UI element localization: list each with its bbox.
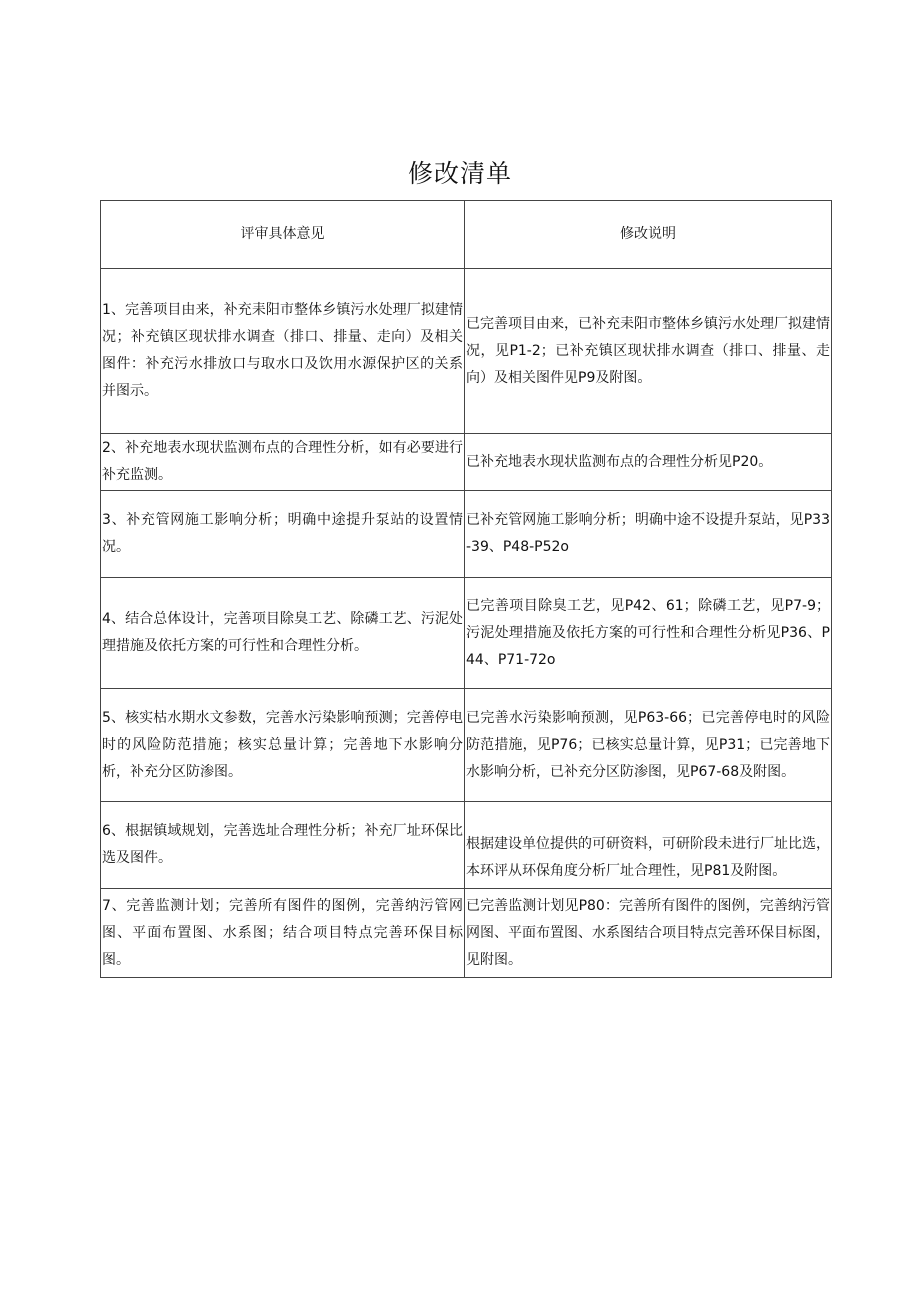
explanation-cell xyxy=(465,889,832,978)
table-row xyxy=(101,434,832,491)
table-row xyxy=(101,578,832,689)
opinion-cell xyxy=(101,578,465,689)
explanation-cell xyxy=(465,578,832,689)
table-row xyxy=(101,269,832,434)
opinion-cell xyxy=(101,689,465,802)
opinion-cell xyxy=(101,491,465,578)
opinion-text: 6、根据镇域规划，完善选址合理性分析；补充厂址环保比选及图件。 xyxy=(102,823,463,866)
explanation-text: 已完善水污染影响预测，见P63-66；已完善停电时的风险防范措施，见P76；已核实总量计算，见P31；已完善地下水影响分析，已补充分区防渗图，见P67-68及附图。 xyxy=(466,709,830,780)
explanation-text: 已完善项目除臭工艺，见P42、61；除磷工艺，见P7-9；污泥处理措施及依托方案的可行性和合理性分析见P36、P44、P71-72o xyxy=(466,597,830,668)
explanation-text: 根据建设单位提供的可研资料，可研阶段未进行厂址比选，本环评从环保角度分析厂址合理性，见P81及附图。 xyxy=(466,836,830,879)
explanation-cell xyxy=(465,434,832,491)
opinion-text: 2、补充地表水现状监测布点的合理性分析，如有必要进行补充监测。 xyxy=(102,440,463,483)
explanation-cell xyxy=(465,269,832,434)
table-row xyxy=(101,689,832,802)
header-explanation: 修改说明 xyxy=(465,201,832,269)
explanation-text: 已补充地表水现状监测布点的合理性分析见P20。 xyxy=(466,453,773,470)
opinion-cell xyxy=(101,434,465,491)
opinion-text: 4、结合总体设计，完善项目除臭工艺、除磷工艺、污泥处理措施及依托方案的可行性和合理性分析。 xyxy=(102,611,463,654)
opinion-cell xyxy=(101,269,465,434)
explanation-cell xyxy=(465,491,832,578)
opinion-text: 3、补充管网施工影响分析；明确中途提升泵站的设置情况。 xyxy=(102,512,463,555)
opinion-cell xyxy=(101,889,465,978)
table-row xyxy=(101,889,832,978)
table-row xyxy=(101,491,832,578)
revision-table xyxy=(100,200,832,978)
opinion-text: 5、核实枯水期水文参数，完善水污染影响预测；完善停电时的风险防范措施；核实总量计算；完善地下水影响分析，补充分区防渗图。 xyxy=(102,709,463,780)
opinion-text: 7、完善监测计划；完善所有图件的图例，完善纳污管网图、平面布置图、水系图；结合项目特点完善环保目标图。 xyxy=(102,897,463,968)
header-opinion: 评审具体意见 xyxy=(101,201,465,269)
explanation-text: 已完善监测计划见P80：完善所有图件的图例，完善纳污管网图、平面布置图、水系图结合项目特点完善环保目标图，见附图。 xyxy=(466,897,830,968)
explanation-text: 已完善项目由来，已补充耒阳市整体乡镇污水处理厂拟建情况，见P1-2；已补充镇区现状排水调查（排口、排量、走向）及相关图件见P9及附图。 xyxy=(466,315,830,386)
page-title: 修改清单 xyxy=(407,159,512,188)
explanation-text: 已补充管网施工影响分析；明确中途不设提升泵站，见P33-39、P48-P52o xyxy=(466,512,830,555)
table-header-row xyxy=(101,201,832,269)
opinion-cell xyxy=(101,802,465,889)
explanation-cell xyxy=(465,802,832,889)
opinion-text: 1、完善项目由来，补充耒阳市整体乡镇污水处理厂拟建情况；补充镇区现状排水调查（排口、排量、走向）及相关图件：补充污水排放口与取水口及饮用水源保护区的关系并图示。 xyxy=(102,302,463,399)
explanation-cell xyxy=(465,689,832,802)
table-row xyxy=(101,802,832,889)
